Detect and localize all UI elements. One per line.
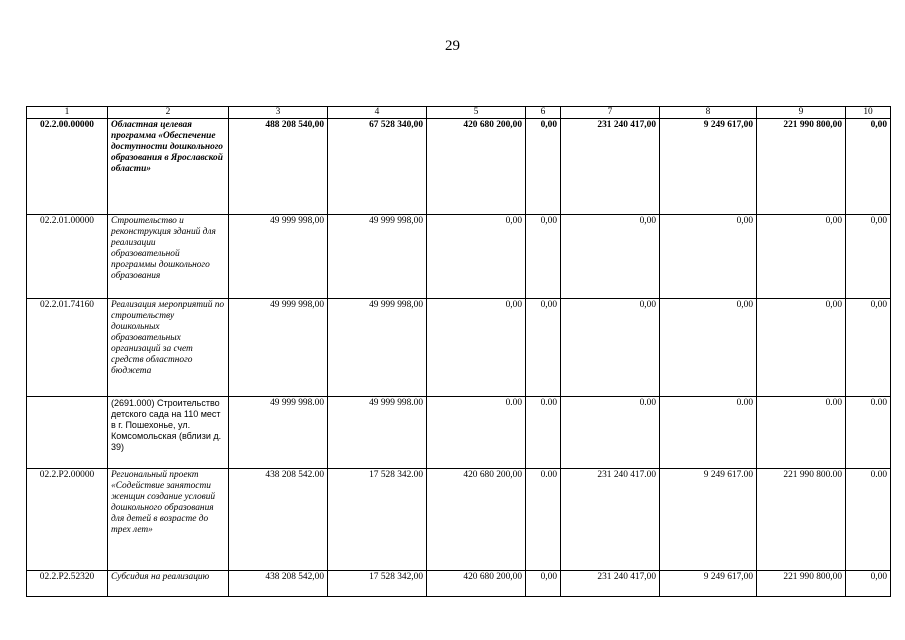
table-row — [27, 397, 891, 469]
row-name: (2691.000) Строительство детского сада на 110 мест в г. Пошехонье, ул. Комсомольская (вблизи д. 39) — [108, 397, 229, 469]
row-value: 0,00 — [526, 571, 561, 597]
row-value: 231 240 417.00 — [561, 469, 660, 571]
row-value: 17 528 342,00 — [328, 571, 427, 597]
table-row — [27, 119, 891, 215]
row-value: 488 208 540,00 — [229, 119, 328, 215]
row-value: 0,00 — [846, 119, 891, 215]
row-value: 0,00 — [846, 571, 891, 597]
row-value: 0,00 — [757, 299, 846, 397]
row-value: 0.00 — [526, 397, 561, 469]
column-header: 8 — [660, 107, 757, 119]
row-value: 0.00 — [561, 397, 660, 469]
row-value: 420 680 200,00 — [427, 119, 526, 215]
row-value: 0,00 — [526, 119, 561, 215]
row-value: 49 999 998,00 — [328, 299, 427, 397]
row-value: 221 990 800.00 — [757, 469, 846, 571]
row-value: 9 249 617,00 — [660, 571, 757, 597]
column-header: 2 — [108, 107, 229, 119]
column-header: 9 — [757, 107, 846, 119]
column-header: 7 — [561, 107, 660, 119]
row-value: 0.00 — [846, 469, 891, 571]
row-value: 0,00 — [846, 215, 891, 299]
row-value: 49 999 998,00 — [229, 299, 328, 397]
row-value: 0,00 — [757, 215, 846, 299]
table-row — [27, 215, 891, 299]
row-value: 49 999 998,00 — [328, 215, 427, 299]
table-row — [27, 469, 891, 571]
row-value: 438 208 542,00 — [229, 571, 328, 597]
row-value: 67 528 340,00 — [328, 119, 427, 215]
row-code: 02.2.P2.52320 — [27, 571, 108, 597]
row-name: Реализация мероприятий по строительству дошкольных образовательных организаций за счет средств областного бюджета — [108, 299, 229, 397]
page-number: 29 — [445, 38, 460, 54]
row-value: 0,00 — [561, 215, 660, 299]
row-value: 0,00 — [660, 299, 757, 397]
column-number-row — [27, 107, 891, 119]
row-code: 02.2.01.74160 — [27, 299, 108, 397]
row-value: 420 680 200,00 — [427, 469, 526, 571]
row-value: 9 249 617.00 — [660, 469, 757, 571]
column-header: 4 — [328, 107, 427, 119]
budget-table — [26, 106, 891, 597]
table-row — [27, 571, 891, 597]
row-value: 0,00 — [526, 299, 561, 397]
row-name: Строительство и реконструкция зданий для реализации образовательной программы дошкольного образования — [108, 215, 229, 299]
row-value: 49 999 998,00 — [229, 215, 328, 299]
row-value: 0,00 — [427, 215, 526, 299]
row-value: 231 240 417,00 — [561, 571, 660, 597]
column-header: 10 — [846, 107, 891, 119]
row-code — [27, 397, 108, 469]
column-header: 1 — [27, 107, 108, 119]
column-header: 6 — [526, 107, 561, 119]
row-value: 0.00 — [660, 397, 757, 469]
row-name: Региональный проект «Содействие занятости женщин создание условий дошкольного образования для детей в возрасте до трех лет» — [108, 469, 229, 571]
row-value: 17 528 342.00 — [328, 469, 427, 571]
row-value: 0,00 — [526, 215, 561, 299]
row-value: 0.00 — [526, 469, 561, 571]
row-value: 0,00 — [660, 215, 757, 299]
row-value: 0,00 — [427, 299, 526, 397]
row-value: 420 680 200,00 — [427, 571, 526, 597]
row-value: 9 249 617,00 — [660, 119, 757, 215]
row-value: 0.00 — [757, 397, 846, 469]
row-value: 0.00 — [846, 397, 891, 469]
row-name: Областная целевая программа «Обеспечение доступности дошкольного образования в Ярославской области» — [108, 119, 229, 215]
row-value: 231 240 417,00 — [561, 119, 660, 215]
row-value: 221 990 800,00 — [757, 571, 846, 597]
row-name: Субсидия на реализацию — [108, 571, 229, 597]
column-header: 5 — [427, 107, 526, 119]
table-row — [27, 299, 891, 397]
row-code: 02.2.01.00000 — [27, 215, 108, 299]
column-header: 3 — [229, 107, 328, 119]
row-value: 0,00 — [561, 299, 660, 397]
row-value: 49 999 998.00 — [328, 397, 427, 469]
row-value: 0,00 — [846, 299, 891, 397]
row-value: 0.00 — [427, 397, 526, 469]
row-value: 438 208 542.00 — [229, 469, 328, 571]
row-code: 02.2.00.00000 — [27, 119, 108, 215]
row-value: 49 999 998.00 — [229, 397, 328, 469]
row-value: 221 990 800,00 — [757, 119, 846, 215]
row-code: 02.2.P2.00000 — [27, 469, 108, 571]
